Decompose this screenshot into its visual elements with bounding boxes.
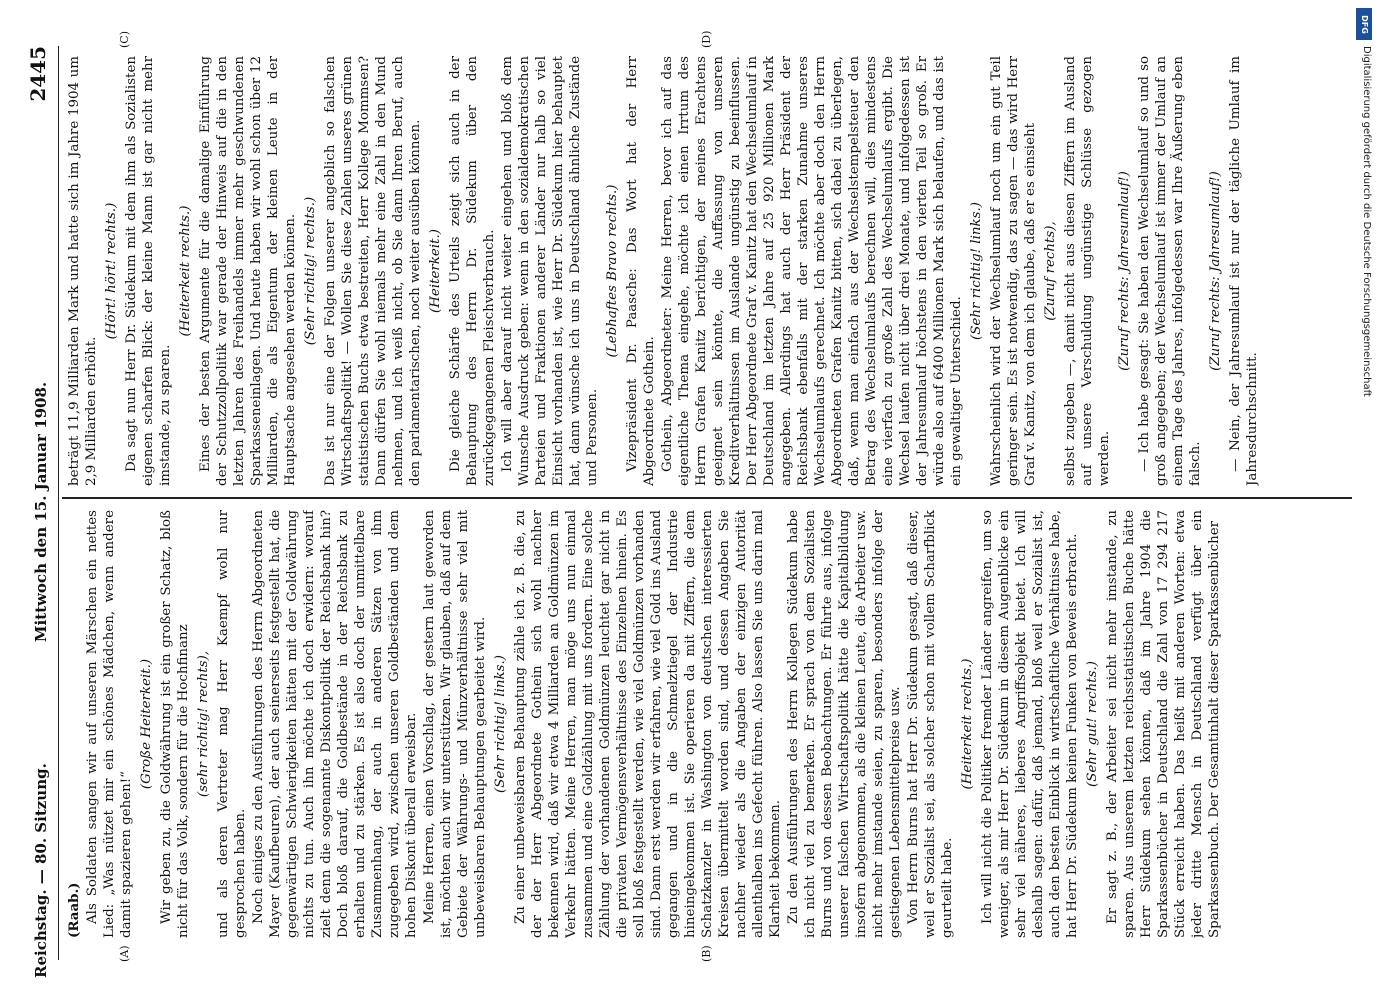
interjection: (Heiterkeit.) [428,229,443,313]
paragraph: beträgt 11,9 Milliarden Mark und hatte sich im Jahre 1904 um 2,9 Milliarden erhöht. [67,56,99,486]
paragraph: Vizepräsident Dr. Paasche: Das Wort hat der Herr Abgeordnete Gothein. [625,56,657,486]
header-left: Reichstag. — 80. Sitzung. [32,763,50,978]
right-column [66,56,1346,486]
interjection: (Lebhaftes Bravo rechts.) [605,184,620,358]
interjection: (Sehr richtig! rechts.) [303,196,318,346]
header-rule [58,46,59,960]
interjection: (sehr richtig! rechts), [196,650,211,798]
header-date: Mittwoch den 15. Januar 1908. [32,381,50,643]
margin-marker-c: (C) [118,31,131,48]
left-column [66,510,1346,938]
page-header [22,46,62,978]
paragraph: Wir geben zu, die Goldwährung ist ein großer Schatz, bloß nicht für das Volk, sondern für die Hochfinanz [159,510,191,938]
margin-marker-a: (A) [118,945,131,962]
interjection: (Hört! hört! rechts.) [104,202,119,340]
paragraph: Zu einer unbeweisbaren Behauptung zähle ich z. B. die, zu der der Herr Abgeordnete Gothein sich wohl nachher bekennen wird, daß wir etwa 4 Milliarden an Goldmünzen im Verkehr hätten. Meine Herren, man möge uns nun einmal zusammen und eine Goldzählung mit uns fordern. Eine solche Zählung der vorhandenen Goldmünzen leuchtet gar nicht in die privaten Vermögensverhältnisse des Einzelnen hinein. Es soll bloß festgestellt werden, wie viel Goldmünzen vorhanden sind. Dann erst werden wir erfahren, wie viel Gold ins Ausland gegangen und in die Schmelztiegel der Industrie hineingekommen ist. Sie operieren da mit Ziffern, die dem Schatzkanzler in Washington von deutschen interessierten Kreisen übermittelt worden sind, und dessen Angaben Sie nachher wieder als die Angaben der einzigen Autorität allenthalben ins Gefecht führen. Also lassen Sie uns darin mal Klarheit bekommen. [513,510,783,938]
interjection: (Zuruf rechts), [1043,221,1058,321]
paragraph: Er sagt z. B., der Arbeiter sei nicht mehr imstande, zu sparen. Aus unserem letzten reichsstatistischen Buche hätte Herr Südekum sehen können, daß im Jahre 1904 die Sparkassenbücher in Deutschland die Zahl von 17 294 217 Stück erreicht haben. Das heißt mit anderen Worten: etwa jeder dritte Mensch in Deutschland verfügt über ein Sparkassenbuch. Der Gesamtinhalt dieser Sparkassenbücher [1105,510,1222,938]
paragraph: Meine Herren, einen Vorschlag, der gestern laut geworden ist, möchten auch wir unterstützen. Wir glauben, daß auf dem Gebiete der Währungs- und Münzverhältnisse sehr viel mit unbeweisbaren Behauptungen gearbeitet wird. [422,510,488,938]
paragraph: Ich will nicht die Politiker fremder Länder angreifen, um so weniger, als mir Herr Dr. Südekum in diesem Augenblicke ein sehr viel näheres, lieberes Angriffsobjekt bietet. Ich will deshalb sagen: dafür, daß jemand, bloß weil er Sozialist ist, auch den besten Einblick in wirtschaftliche Verhältnisse habe, hat Herr Dr. Südekum keinen Funken von Beweis erbracht. [980,510,1080,938]
interjection: (Große Heiterkeit.) [139,658,154,790]
margin-marker-d: (D) [700,30,713,48]
digitization-credit [1354,6,1376,996]
dfg-logo-text: DFG [1359,14,1369,34]
dfg-logo [1356,8,1372,40]
paragraph: — Nein, der Jahresumlauf ist nur der tägliche Umlauf im Jahresdurchschnitt. [1228,56,1260,486]
paragraph: Wahrscheinlich wird der Wechselumlauf noch um ein gut Teil geringer sein. Es ist notwendig, das zu sagen — das wird Herr Graf v. Kanitz, von dem ich glaube, daß er es einsieht [989,56,1038,486]
paragraph: Da sagt nun Herr Dr. Südekum mit dem ihm als Sozialisten eigenen scharfen Blick: der kleine Mann ist gar nicht mehr imstande, zu sparen. [124,56,173,486]
paragraph: Von Herrn Burns hat Herr Dr. Südekum gesagt, daß dieser, weil er Sozialist sei, als solcher schon mit vollem Scharfblick geurteilt habe. [906,510,955,938]
paragraph: Eines der besten Argumente für die damalige Einführung der Schutzzollpolitik war gerade der Hinweis auf die in den letzten Jahren des Freihandels immer mehr geschwundenen Sparkasseneinlagen. Und heute haben wir wohl schon über 12 Milliarden, die als Eigentum der kleinen Leute in der Hauptsache angesehen werden können. [198,56,298,486]
interjection: (Zuruf rechts: Jahresumlauf!) [1117,171,1132,371]
paragraph: Die gleiche Schärfe des Urteils zeigt sich auch in der Behauptung des Herrn Dr. Südekum über den zurückgegangenen Fleischverbrauch. [448,56,497,486]
paragraph: Das ist nur eine der Folgen unserer angeblich so falschen Wirtschaftspolitik! — Wollen Sie diese Zahlen unseres grünen statistischen Buchs etwa bestreiten, Herr Kollege Mommsen? Dann dürfen Sie wohl niemals mehr eine Zahl in den Mund nehmen, und ich weiß nicht, ob Sie dann Ihren Beruf, auch den parlamentarischen, noch weiter ausüben können. [323,56,423,486]
margin-marker-b: (B) [700,945,713,962]
interjection: (Heiterkeit rechts.) [178,205,193,337]
column-divider [62,497,1352,499]
interjection: (Sehr richtig! links.) [969,202,984,340]
interjection: (Zuruf rechts: Jahresumlauf!) [1208,171,1223,371]
paragraph: Noch einiges zu den Ausführungen des Herrn Abgeordneten Mayer (Kaufbeuren), der auch seinerseits festgestellt hat, die gegenwärtigen Schwierigkeiten hätten mit der Goldwährung nichts zu tun. Auch ihn möchte ich doch erwidern: worauf zielt denn die sogenannte Diskontpolitik der Reichsbank hin? Doch bloß darauf, die Goldbestände in der Reichsbank zu erhalten und zu stärken. Es ist also doch der unmittelbare Zusammenhang, der auch in anderen Sätzen von ihm zugegeben wird, zwischen unseren Goldbeständen und dem hohen Diskont überall erweisbar. [251,510,419,938]
paragraph: Gothein, Abgeordneter: Meine Herren, bevor ich auf das eigentliche Thema eingehe, möchte ich einen Irrtum des Herrn Grafen Kanitz berichtigen, der meines Erachtens geeignet sein könnte, die Auffassung von unseren Kreditverhältnissen im Auslande ungünstig zu beeinflussen. Der Herr Abgeordnete Graf v. Kanitz hat den Wechselumlauf in Deutschland im letzten Jahre auf 25 920 Millionen Mark angegeben. Allerdings hat auch der Herr Präsident der Reichsbank ebenfalls mit der starken Zunahme unseres Wechselumlaufs gerechnet. Ich möchte aber doch den Herrn Abgeordneten Grafen Kanitz bitten, sich dabei zu überlegen, daß, wenn man einfach aus der Wechselstempelsteuer den Betrag des Wechselumlaufs berechnen will, dies mindestens eine vierfach zu große Zahl des Wechselumlaufs ergibt. Die Wechsel laufen nicht über drei Monate, und infolgedessen ist der Jahresumlauf höchstens in den vierten Teil so groß. Er würde also auf 6400 Millionen Mark sich belaufen, und das ist ein gewaltiger Unterschied. [660,56,964,486]
paragraph: und als deren Vertreter mag Herr Kaempf wohl nur gesprochen haben. [216,510,248,938]
paragraph: Zu den Ausführungen des Herrn Kollegen Südekum habe ich nicht viel zu bemerken. Er sprach von dem Sozialisten Burns und von dessen Beobachtungen. Er führte aus, infolge unserer falschen Wirtschaftspolitik hätte die Kapitalbildung insofern abgenommen, als die kleinen Leute, die Arbeiter usw. nicht mehr imstande seien, zu sparen, besonders infolge der gestiegenen Lebensmittelpreise usw. [786,510,903,938]
paragraph: Ich will aber darauf nicht weiter eingehen und bloß dem Wunsche Ausdruck geben: wenn in den sozialdemokratischen Parteien und Fraktionen anderer Länder nur halb so viel Einsicht vorhanden ist, wie Herr Dr. Südekum hier behauptet hat, dann wünsche ich uns in Deutschland ähnliche Zustände und Personen. [500,56,600,486]
speaker-name: (Raab.) [66,882,82,938]
interjection: (Sehr richtig! links.) [493,655,508,793]
credit-text: Digitalisierung gefördert durch die Deutsche Forschungsgemeinschaft [1361,46,1372,397]
paragraph: Als Soldaten sangen wir auf unseren Märschen ein nettes Lied: „Was nützet mir ein schönes Mädchen, wenn andere damit spazieren gehen!“ [85,510,134,938]
page-number: 2445 [26,46,50,102]
interjection: (Sehr gut! rechts.) [1085,661,1100,788]
interjection: (Heiterkeit rechts.) [960,658,975,790]
paragraph: selbst zugeben —, damit nicht aus diesen Ziffern im Ausland auf unsere Verschuldung ungünstige Schlüsse gezogen werden. [1063,56,1112,486]
paragraph: — Ich habe gesagt: Sie haben den Wechselumlauf so und so groß angegeben; der Wechselumlauf ist immer der Umlauf an einem Tage des Jahres, infolgedessen war Ihre Äußerung eben falsch. [1137,56,1203,486]
